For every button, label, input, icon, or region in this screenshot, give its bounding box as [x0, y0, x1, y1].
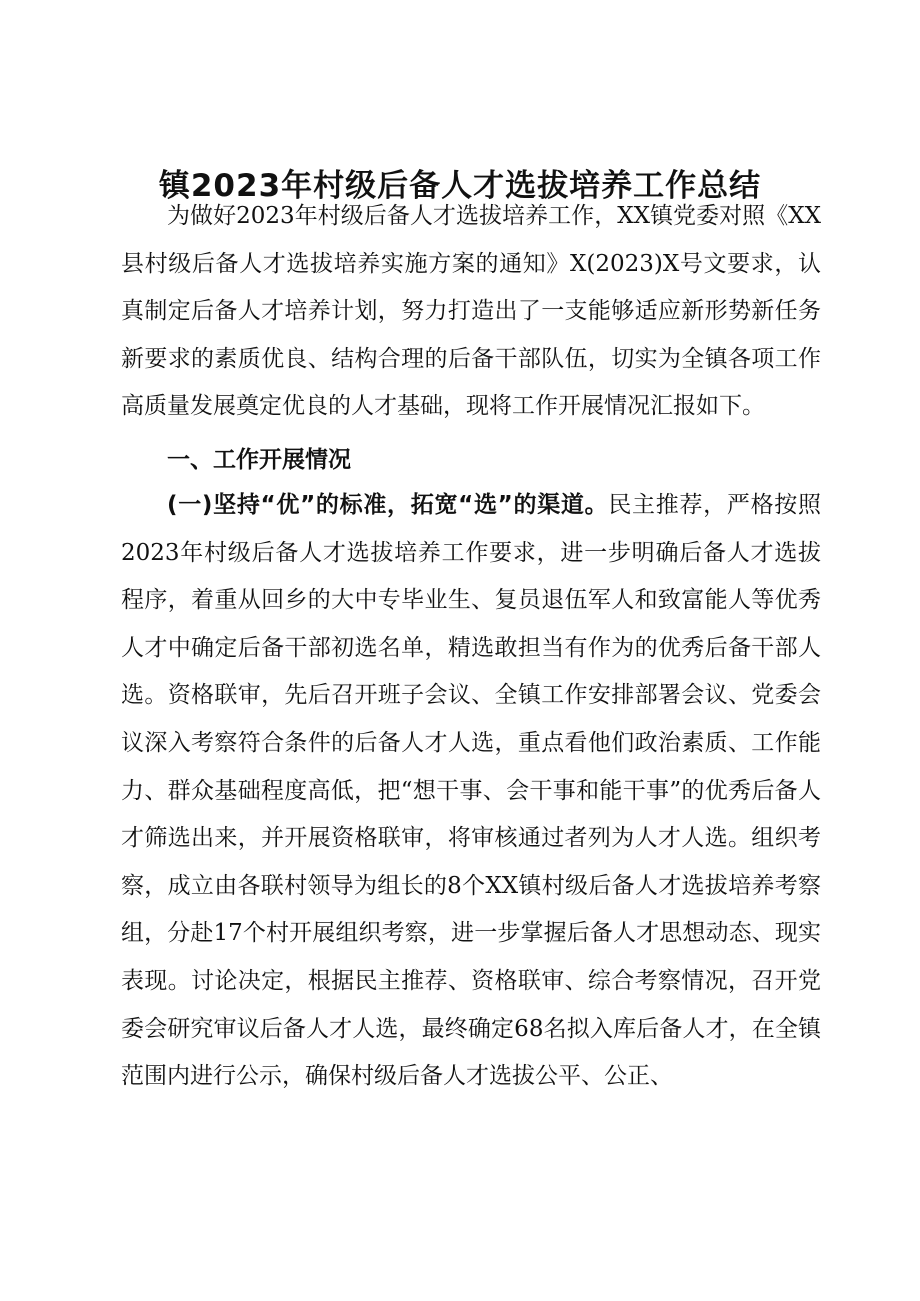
subsection-body: 民主推荐，严格按照2023年村级后备人才选拔培养工作要求，进一步明确后备人才选拔程序，着重从回乡的大中专毕业生、复员退伍军人和致富能人等优秀人才中确定后备干部初选名单，精选敢担当有作为的优秀后备干部人选。资格联审，先后召开班子会议、全镇工作安排部署会议、党委会议深入考察符合条件的后备人才人选，重点看他们政治素质、工作能力、群众基础程度高低，把“想干事、会干事和能干事”的优秀后备人才筛选出来，并开展资格联审，将审核通过者列为人才人选。组织考察，成立由各联村领导为组长的8个XX镇村级后备人才选拔培养考察组，分赴17个村开展组织考察，进一步掌握后备人才思想动态、现实表现。讨论决定，根据民主推荐、资格联审、综合考察情况，召开党委会研究审议后备人才人选，最终确定68名拟入库后备人才，在全镇范围内进行公示，确保村级后备人才选拔公平、公正、	[121, 492, 821, 1090]
subsection-lead: (一)坚持“优”的标准，拓宽“选”的渠道。	[167, 492, 609, 518]
document-title: 镇2023年村级后备人才选拔培养工作总结	[158, 168, 762, 204]
section-heading: 一、工作开展情况	[167, 447, 351, 473]
subsection-paragraph	[121, 482, 821, 1101]
intro-paragraph: 为做好2023年村级后备人才选拔培养工作，XX镇党委对照《XX县村级后备人才选拔培养实施方案的通知》X(2023)X号文要求，认真制定后备人才培养计划，努力打造出了一支能够适应新形势新任务新要求的素质优良、结构合理的后备干部队伍，切实为全镇各项工作高质量发展奠定优良的人才基础，现将工作开展情况汇报如下。	[121, 203, 821, 420]
